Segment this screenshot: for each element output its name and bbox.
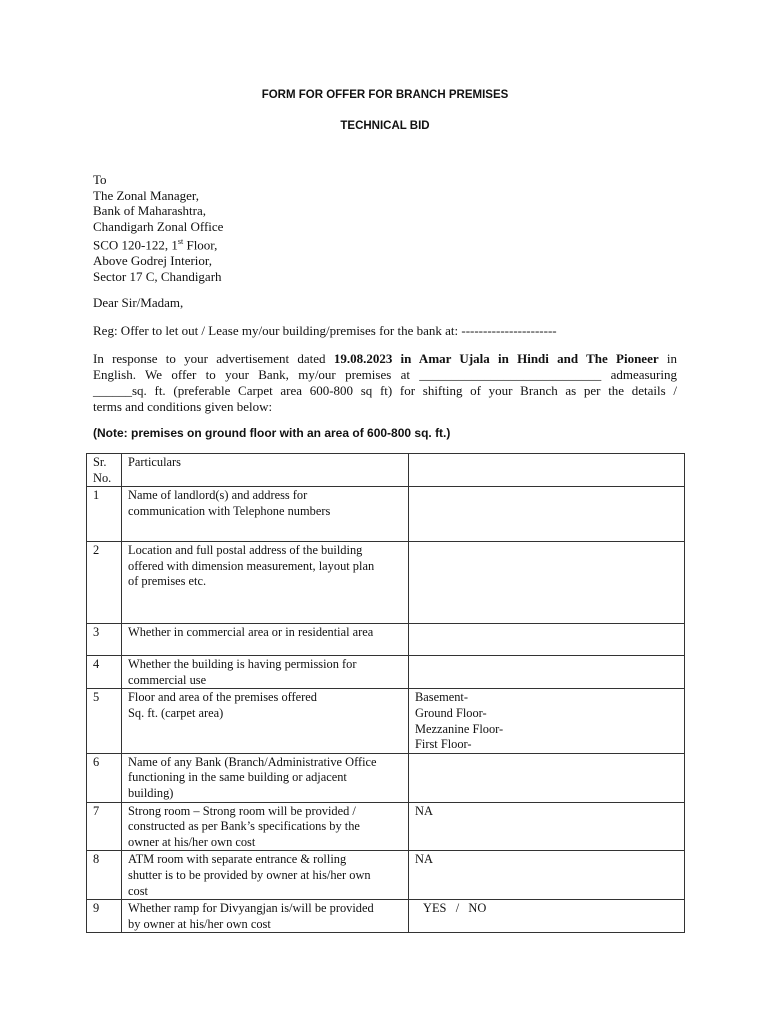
sr-cell: 1	[87, 487, 122, 542]
sr-cell: 4	[87, 656, 122, 689]
address-line: Sector 17 C, Chandigarh	[93, 268, 222, 284]
table-row	[87, 900, 685, 933]
paragraph-line: English. We offer to your Bank, my/our premises at ____________________________ admeasuring	[93, 367, 677, 382]
table-row	[87, 753, 685, 802]
paragraph-line: In response to your advertisement dated 19.08.2023 in Amar Ujala in Hindi and The Pioneer in	[93, 351, 677, 366]
sr-cell: 2	[87, 542, 122, 624]
note-text: (Note: premises on ground floor with an area of 600-800 sq. ft.)	[93, 426, 451, 440]
value-cell[interactable]: NA	[409, 802, 685, 851]
sr-cell: 8	[87, 851, 122, 900]
recipient-address	[93, 172, 223, 284]
table-row	[87, 802, 685, 851]
value-cell[interactable]	[409, 753, 685, 802]
address-line: Chandigarh Zonal Office	[93, 218, 224, 234]
sr-cell: 5	[87, 689, 122, 753]
address-line: The Zonal Manager,	[93, 187, 199, 203]
particulars-cell: Whether ramp for Divyangjan is/will be provided by owner at his/her own cost	[122, 900, 409, 933]
value-cell[interactable]: NA	[409, 851, 685, 900]
particulars-table	[86, 453, 685, 933]
table-header-row	[87, 454, 685, 487]
value-cell[interactable]	[409, 542, 685, 624]
value-cell[interactable]	[409, 624, 685, 656]
particulars-cell: Whether in commercial area or in residential area	[122, 624, 409, 656]
particulars-cell: Strong room – Strong room will be provided / constructed as per Bank’s specifications by the owner at his/her own cost	[122, 802, 409, 851]
particulars-cell: Floor and area of the premises offered Sq. ft. (carpet area)	[122, 689, 409, 753]
value-cell[interactable]	[409, 454, 685, 487]
table-row	[87, 656, 685, 689]
table-row	[87, 624, 685, 656]
address-line: Above Godrej Interior,	[93, 253, 212, 269]
particulars-cell: Location and full postal address of the building offered with dimension measurement, layout plan of premises etc.	[122, 542, 409, 624]
value-cell[interactable]	[409, 656, 685, 689]
sr-cell: 6	[87, 753, 122, 802]
sr-cell: 3	[87, 624, 122, 656]
particulars-cell: Name of any Bank (Branch/Administrative Office functioning in the same building or adjacent building)	[122, 753, 409, 802]
address-line: To	[93, 172, 107, 187]
form-subtitle: TECHNICAL BID	[340, 120, 430, 132]
reg-line: Reg: Offer to let out / Lease my/our building/premises for the bank at: ----------------------	[93, 323, 557, 338]
address-line: Bank of Maharashtra,	[93, 203, 206, 219]
value-cell[interactable]	[409, 487, 685, 542]
paragraph-line: terms and conditions given below:	[93, 399, 273, 414]
form-title: FORM FOR OFFER FOR BRANCH PREMISES	[261, 89, 509, 101]
table-row	[87, 487, 685, 542]
particulars-cell: Whether the building is having permission for commercial use	[122, 656, 409, 689]
table-row	[87, 851, 685, 900]
sr-cell: 7	[87, 802, 122, 851]
table-row	[87, 542, 685, 624]
particulars-cell: ATM room with separate entrance & rolling shutter is to be provided by owner at his/her own cost	[122, 851, 409, 900]
sr-cell: 9	[87, 900, 122, 933]
floor-area-cell[interactable]: Basement- Ground Floor- Mezzanine Floor- First Floor-	[409, 689, 685, 753]
body-paragraph	[93, 351, 677, 415]
salutation: Dear Sir/Madam,	[93, 295, 184, 310]
yes-no-cell[interactable]: YES / NO	[409, 900, 685, 933]
table-row	[87, 689, 685, 753]
sr-no-header: Sr. No.	[87, 454, 122, 487]
particulars-cell: Name of landlord(s) and address for communication with Telephone numbers	[122, 487, 409, 542]
address-line: SCO 120-122, 1st Floor,	[93, 237, 218, 253]
paragraph-line: ______sq. ft. (preferable Carpet area 600-800 sq ft) for shifting of your Branch as per the details /	[93, 383, 677, 398]
particulars-header: Particulars	[122, 454, 409, 487]
